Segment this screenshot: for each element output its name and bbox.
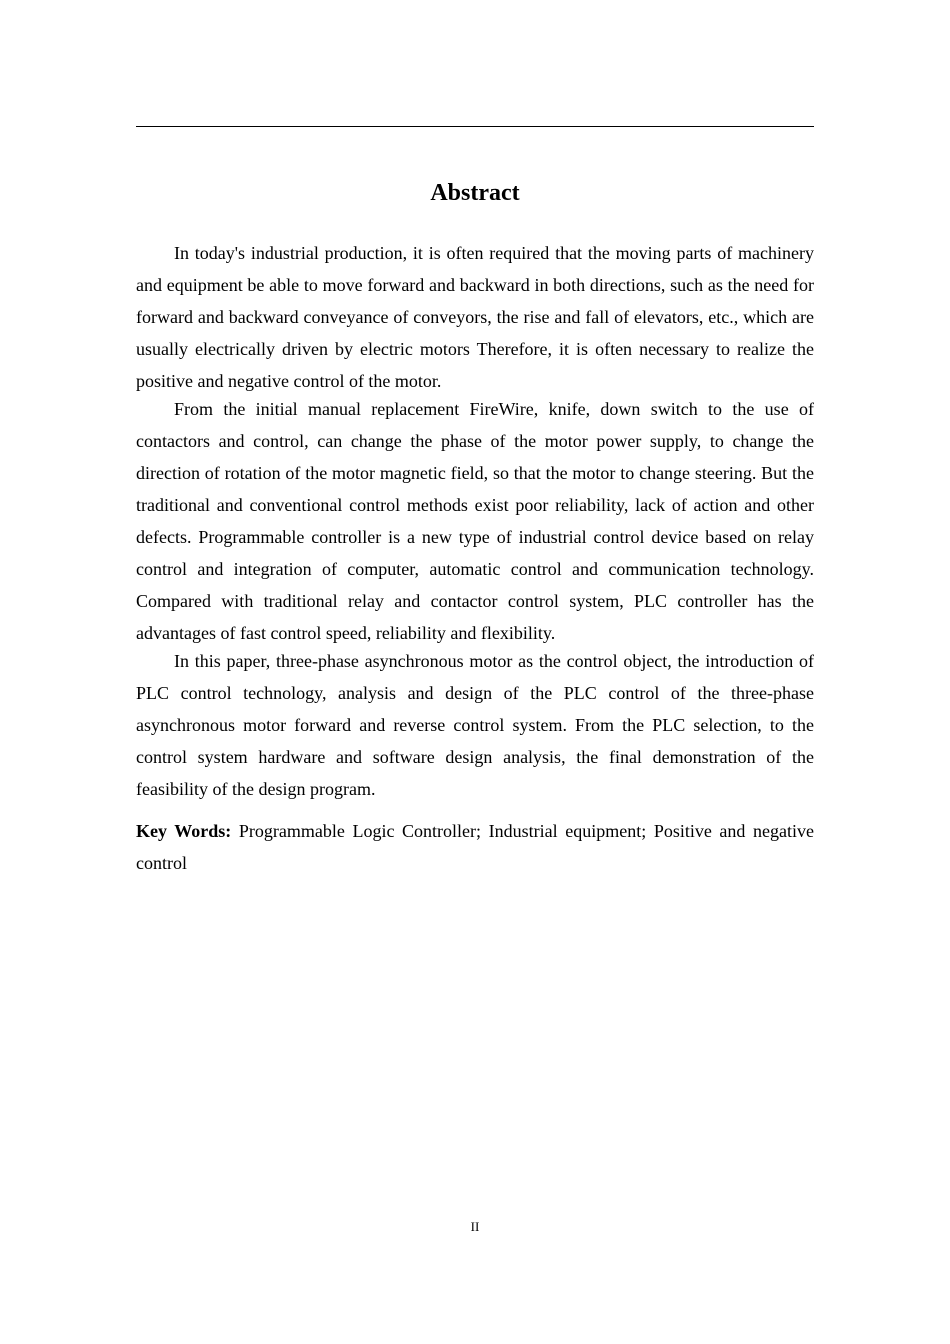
keywords-text: Programmable Logic Controller; Industrial equipment; Positive and negative control xyxy=(136,821,814,873)
abstract-paragraph-1: In today's industrial production, it is often required that the moving parts of machinery and equipment be able to move forward and backward in both directions, such as the need for forward and backward conveyance of conveyors, the rise and fall of elevators, etc., which are usually electrically driven by electric motors Therefore, it is often necessary to realize the positive and negative control of the motor. xyxy=(136,243,814,391)
page-number: II xyxy=(470,1219,480,1234)
abstract-body xyxy=(136,237,814,875)
keywords-label: Key Words: xyxy=(136,821,232,841)
header-rule xyxy=(136,126,814,127)
abstract-paragraph-3: In this paper, three-phase asynchronous motor as the control object, the introduction of PLC control technology, analysis and design of the PLC control of the three-phase asynchronous motor forward and reverse control system. From the PLC selection, to the control system hardware and software design analysis, the final demonstration of the feasibility of the design program. xyxy=(136,651,814,799)
keywords-line xyxy=(136,815,814,879)
abstract-paragraph-2: From the initial manual replacement FireWire, knife, down switch to the use of contactors and control, can change the phase of the motor power supply, to change the direction of rotation of the motor magnetic field, so that the motor to change steering. But the traditional and conventional control methods exist poor reliability, lack of action and other defects. Programmable controller is a new type of industrial control device based on relay control and integration of computer, automatic control and communication technology. Compared with traditional relay and contactor control system, PLC controller has the advantages of fast control speed, reliability and flexibility. xyxy=(136,399,814,643)
page-title: Abstract xyxy=(430,180,520,206)
